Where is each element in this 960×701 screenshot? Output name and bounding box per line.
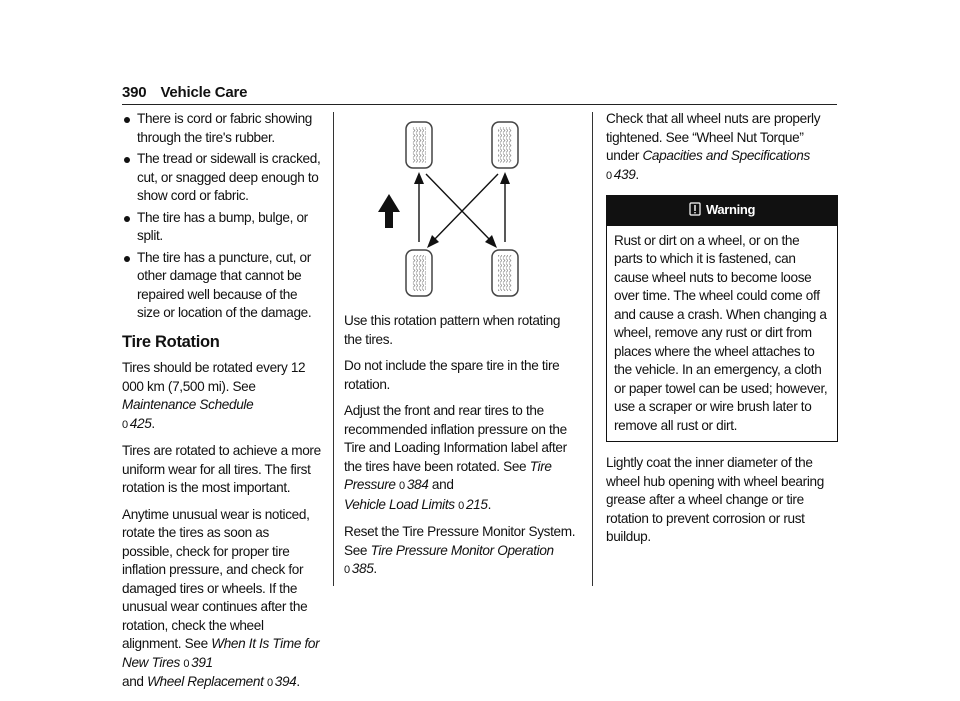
page-reference[interactable]: 215 (465, 496, 488, 512)
page-reference[interactable]: 385 (351, 561, 374, 576)
column-1 (122, 110, 322, 701)
page-number: 390 (122, 84, 147, 101)
rotation-arrows-icon (414, 172, 510, 248)
section-title: Vehicle Care (160, 84, 248, 101)
section-heading: Tire Rotation (122, 332, 220, 351)
page-reference[interactable]: 425 (129, 415, 152, 431)
page-reference[interactable]: 391 (191, 654, 213, 670)
reference-arrow-icon: 0 (458, 499, 464, 512)
vehicle-front-arrow-icon (378, 194, 400, 228)
paragraph: Adjust the front and rear tires to the recommended inflation pressure on the Tire and Loading Information label after the tires have been rotated. See Tire Pressure 0 384 and Vehicle Load Limits 0 215. (344, 403, 567, 512)
paragraph: Check that all wheel nuts are properly tightened. See “Wheel Nut Torque” under Capacities and Specifications 0 439. (606, 111, 821, 182)
paragraph: Reset the Tire Pressure Monitor System. See Tire Pressure Monitor Operation 0 385. (344, 524, 576, 576)
cross-reference-link[interactable]: Wheel Replacement (147, 674, 264, 689)
cross-reference-link[interactable]: Vehicle Load Limits (344, 496, 455, 512)
page-header (122, 84, 247, 101)
header-rule (122, 104, 837, 105)
page-reference[interactable]: 439 (613, 166, 636, 182)
tire-rotation-diagram (376, 118, 576, 308)
cross-reference-link[interactable]: When It Is Time for New Tires (122, 636, 320, 670)
warning-title: Warning (705, 202, 756, 217)
warning-text: Rust or dirt on a wheel, or on the parts to which it is fastened, can cause wheel nuts to become loose over time. The wheel could come off and cause a crash. When changing a wheel, remove any rust or dirt from places where the wheel attaches to the vehicle. In an emergency, a cloth or paper towel can be used; however, use a scraper or wire brush later to remove all rust or dirt. (614, 232, 828, 433)
column-divider-1 (333, 112, 334, 586)
warning-box (606, 195, 838, 442)
cross-reference-link[interactable]: Capacities and Specifications (642, 148, 810, 163)
cross-reference-link[interactable]: Maintenance Schedule (122, 397, 254, 412)
column-3 (606, 110, 838, 555)
reference-arrow-icon: 0 (344, 564, 350, 576)
cross-reference-link[interactable]: Tire Pressure (344, 458, 552, 492)
page-reference[interactable]: 384 (406, 477, 429, 492)
tire-front-left-icon (406, 122, 432, 168)
column-2 (344, 312, 579, 588)
paragraph: Tires are rotated to achieve a more uniform wear for all tires. The first rotation is the most important. (122, 443, 321, 495)
reference-arrow-icon: 0 (122, 418, 128, 431)
reference-arrow-icon: 0 (606, 169, 612, 182)
paragraph: Tires should be rotated every 12 000 km (7,500 mi). See Maintenance Schedule 0 425. (122, 360, 306, 431)
reference-arrow-icon: 0 (399, 480, 405, 492)
paragraph: Do not include the spare tire in the tire rotation. (344, 358, 560, 392)
warning-header (607, 196, 837, 226)
tire-front-right-icon (492, 122, 518, 168)
list-item: The tire has a bump, bulge, or split. (122, 209, 322, 246)
paragraph: Anytime unusual wear is noticed, rotate the tires as soon as possible, check for proper tire inflation pressure, and check for damaged tires or wheels. If the unusual wear continues after the rotation, check the wheel alignment. See When It Is Time for New Tires 0 391 and Wheel Replacement 0 394. (122, 506, 320, 689)
reference-arrow-icon: 0 (266, 677, 273, 689)
column-divider-2 (592, 112, 593, 586)
list-item: There is cord or fabric showing through the tire's rubber. (122, 110, 322, 147)
paragraph: Lightly coat the inner diameter of the wheel hub opening with wheel bearing grease after a wheel change or tire rotation to prevent corrosion or rust buildup. (606, 455, 824, 544)
list-item: The tread or sidewall is cracked, cut, or snagged deep enough to show cord or fabric. (122, 150, 322, 206)
list-item: The tire has a puncture, cut, or other damage that cannot be repaired well because of the size or location of the damage. (122, 249, 322, 323)
cross-reference-link[interactable]: Tire Pressure Monitor Operation (370, 542, 554, 558)
tire-rear-left-icon (406, 250, 432, 296)
tire-rear-right-icon (492, 250, 518, 296)
damage-list (122, 110, 322, 323)
page-reference[interactable]: 394 (274, 674, 297, 689)
paragraph: Use this rotation pattern when rotating the tires. (344, 313, 561, 347)
reference-arrow-icon: 0 (183, 657, 190, 670)
warning-icon (689, 202, 701, 216)
